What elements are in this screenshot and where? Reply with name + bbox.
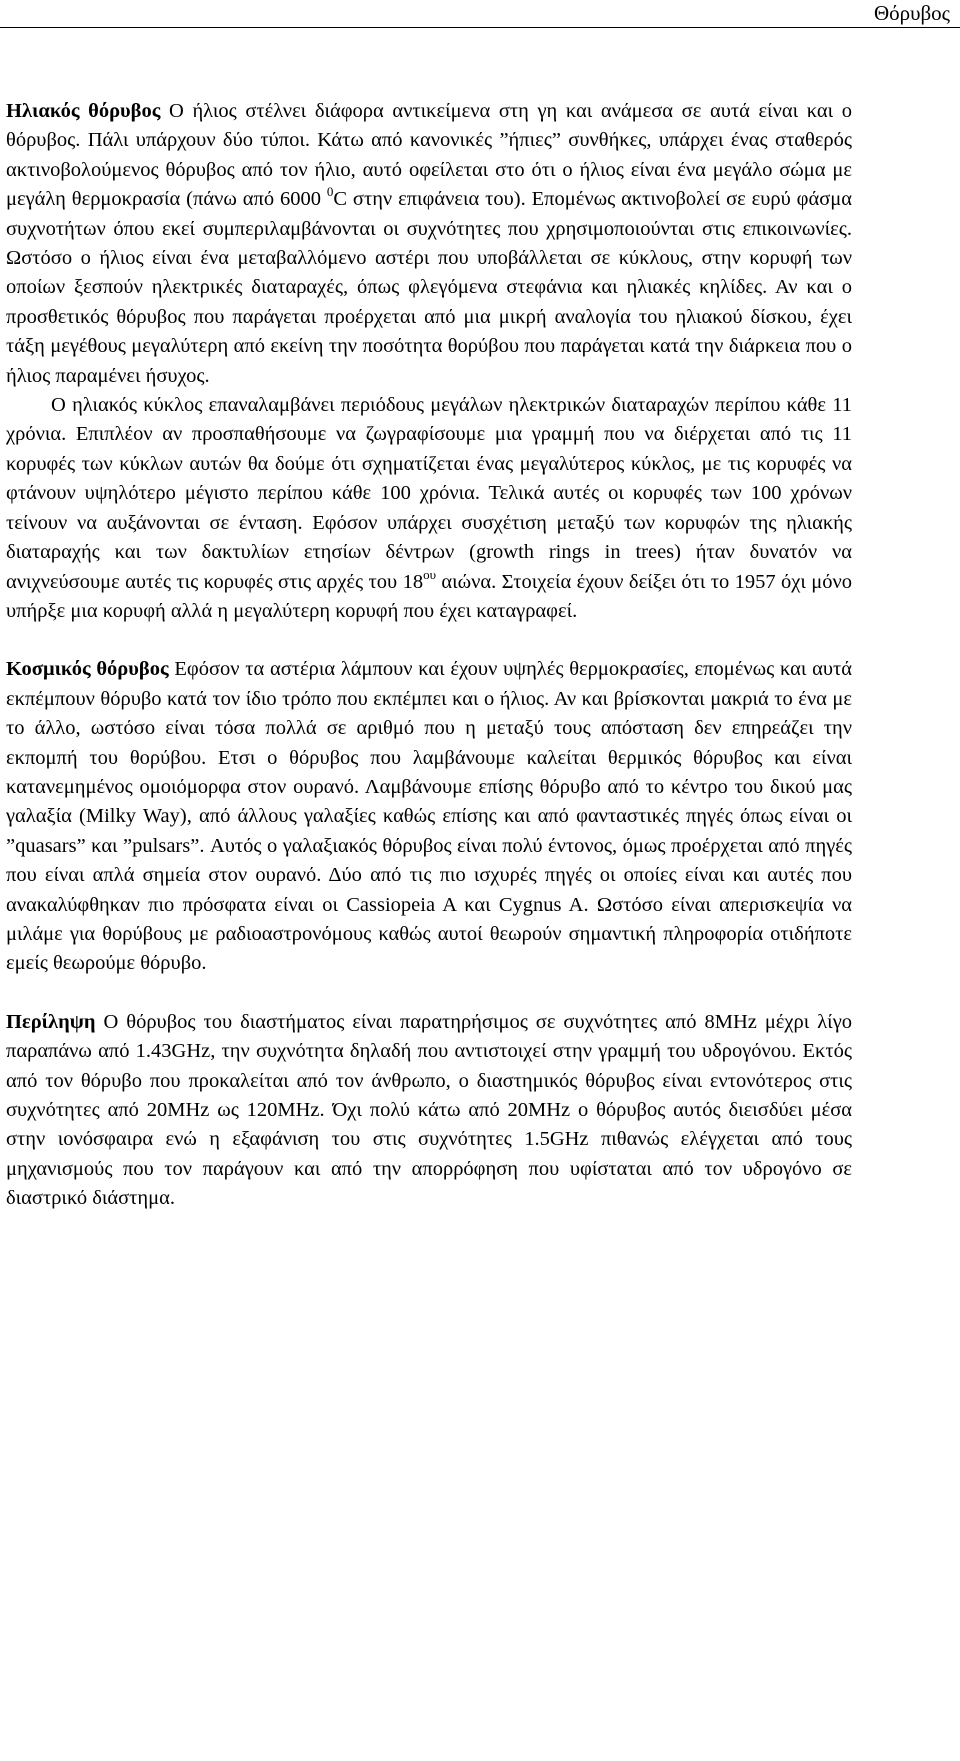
cosmic-noise-heading: Κοσμικός θόρυβος [6,658,169,681]
document-body [6,97,852,1214]
page-header [0,0,960,32]
summary-heading: Περίληψη [6,1010,96,1033]
solar-cycle-text-2: αιώνα. Στοιχεία έχουν δείξει ότι το 1957 όχι μόνο υπήρξε μια κορυφή αλλά η μεγαλύτερη κορυφή που έχει καταγραφεί. [6,570,853,622]
cosmic-noise-paragraph [6,655,852,978]
degree-superscript: 0 [326,184,334,200]
solar-noise-paragraph [6,97,852,626]
header-rule [0,27,960,28]
header-title: Θόρυβος [873,1,950,25]
solar-cycle-text-1: Ο ηλιακός κύκλος επαναλαμβάνει περιόδους μεγάλων ηλεκτρικών διαταραχών περίπου κάθε 11 χρόνια. Επιπλέον αν προσπαθήσουμε να ζωγραφίσουμε μια γραμμή που να διέρχεται από τις 11 κορυφές των κύκλων αυτών θα δούμε ότι σχηματίζεται ένας μεγαλύτερος κύκλος, με τις κορυφές να φτάνουν υψηλότερο μέγιστο περίπου κάθε 100 χρόνια. Τελικά αυτές οι κορυφές των 100 χρόνων τείνουν να αυξάνονται σε ένταση. Εφόσον υπάρχει συσχέτιση μεταξύ των κορυφών της ηλιακής διαταραχής και των δακτυλίων ετησίων δέντρων (growth rings in trees) ήταν δυνατόν να ανιχνεύσουμε αυτές τις κορυφές στις αρχές του 18 [6,394,852,593]
solar-noise-heading: Ηλιακός θόρυβος [6,100,161,122]
solar-noise-text-1: Ο ήλιος στέλνει διάφορα αντικείμενα στη γη και ανάμεσα σε αυτά είναι και ο θόρυβος. Πάλι υπάρχουν δύο τύποι. Κάτω από κανονικές ”ήπιες” συνθήκες, υπάρχει ένας σταθερός ακτινοβολούμενος θόρυβος από τον ήλιο, αυτό οφείλεται στο ότι ο ήλιος είναι ένα μεγάλο σώμα με μεγάλη θερμοκρασία (πάνω από 6000 [6,100,852,211]
summary-paragraph [6,1008,852,1214]
summary-text: Ο θόρυβος του διαστήματος είναι παρατηρήσιμος σε συχνότητες από 8MHz μέχρι λίγο παραπάνω από 1.43GHz, την συχνότητα δηλαδή που αντιστοιχεί στην γραμμή του υδρογόνου. Εκτός από τον θόρυβο που προκαλείται από τον άνθρωπο, ο διαστημικός θόρυβος είναι εντονότερος στις συχνότητες από 20MHz ως 120MHz. Όχι πολύ κάτω από 20MHz ο θόρυβος αυτός διεισδύει μέσα στην ιονόσφαιρα ενώ η εξαφάνιση του στις συχνότητες 1.5GHz πιθανώς ελέγχεται από τους μηχανισμούς που τον παράγουν και από την απορρόφηση που υφίσταται από τον υδρογόνο σε διαστρικό διάστημα. [6,1010,852,1210]
century-superscript: ου [423,566,437,582]
solar-noise-text-2: C στην επιφάνεια του). Επομένως ακτινοβολεί σε ευρύ φάσμα συχνοτήτων όπου εκεί συμπεριλαμβάνονται οι συχνότητες που χρησιμοποιούνται στις επικοινωνίες. Ωστόσο ο ήλιος είναι ένα μεταβαλλόμενο αστέρι που υποβάλλεται σε κύκλους, στην κορυφή των οποίων ξεσπούν ηλεκτρικές διαταραχές, όπως φλεγόμενα στεφάνια και ηλιακές κηλίδες. Αν και ο προσθετικός θόρυβος που παράγεται προέρχεται από μια μικρή αναλογία του ηλιακού δίσκου, έχει τάξη μεγέθους μεγαλύτερη από εκείνη την ποσότητα θορύβου που παράγεται κατά την διάρκεια που ο ήλιος παραμένει ήσυχος. [6,188,852,387]
cosmic-noise-text: Εφόσον τα αστέρια λάμπουν και έχουν υψηλές θερμοκρασίες, επομένως και αυτά εκπέμπουν θόρυβο κατά τον ίδιο τρόπο που εκπέμπει και ο ήλιος. Αν και βρίσκονται μακριά το ένα με το άλλο, ωστόσο είναι τόσα πολλά σε αριθμό που η μεταξύ τους απόσταση δεν επηρεάζει την εκπομπή του θορύβου. Ετσι ο θόρυβος που λαμβάνουμε καλείται θερμικός θόρυβος και είναι κατανεμημένος ομοιόμορφα στον ουρανό. Λαμβάνουμε επίσης θόρυβο από το κέντρο του δικού μας γαλαξία (Milky Way), από άλλους γαλαξίες καθώς επίσης και από φανταστικές πηγές όπως είναι οι ”quasars” και ”pulsars”. Αυτός ο γαλαξιακός θόρυβος είναι πολύ έντονος, όμως προέρχεται από πηγές που είναι απλά σημεία στον ουρανό. Δύο από τις πιο ισχυρές πηγές οι οποίες είναι και αυτές που ανακαλύφθηκαν πιο πρόσφατα είναι οι Cassiopeia A και Cygnus A. Ωστόσο είναι απερισκεψία να μιλάμε για θορύβους με ραδιοαστρονόμους καθώς αυτοί θεωρούν σημαντική πληροφορία οτιδήποτε εμείς θεωρούμε θόρυβο. [6,658,852,975]
